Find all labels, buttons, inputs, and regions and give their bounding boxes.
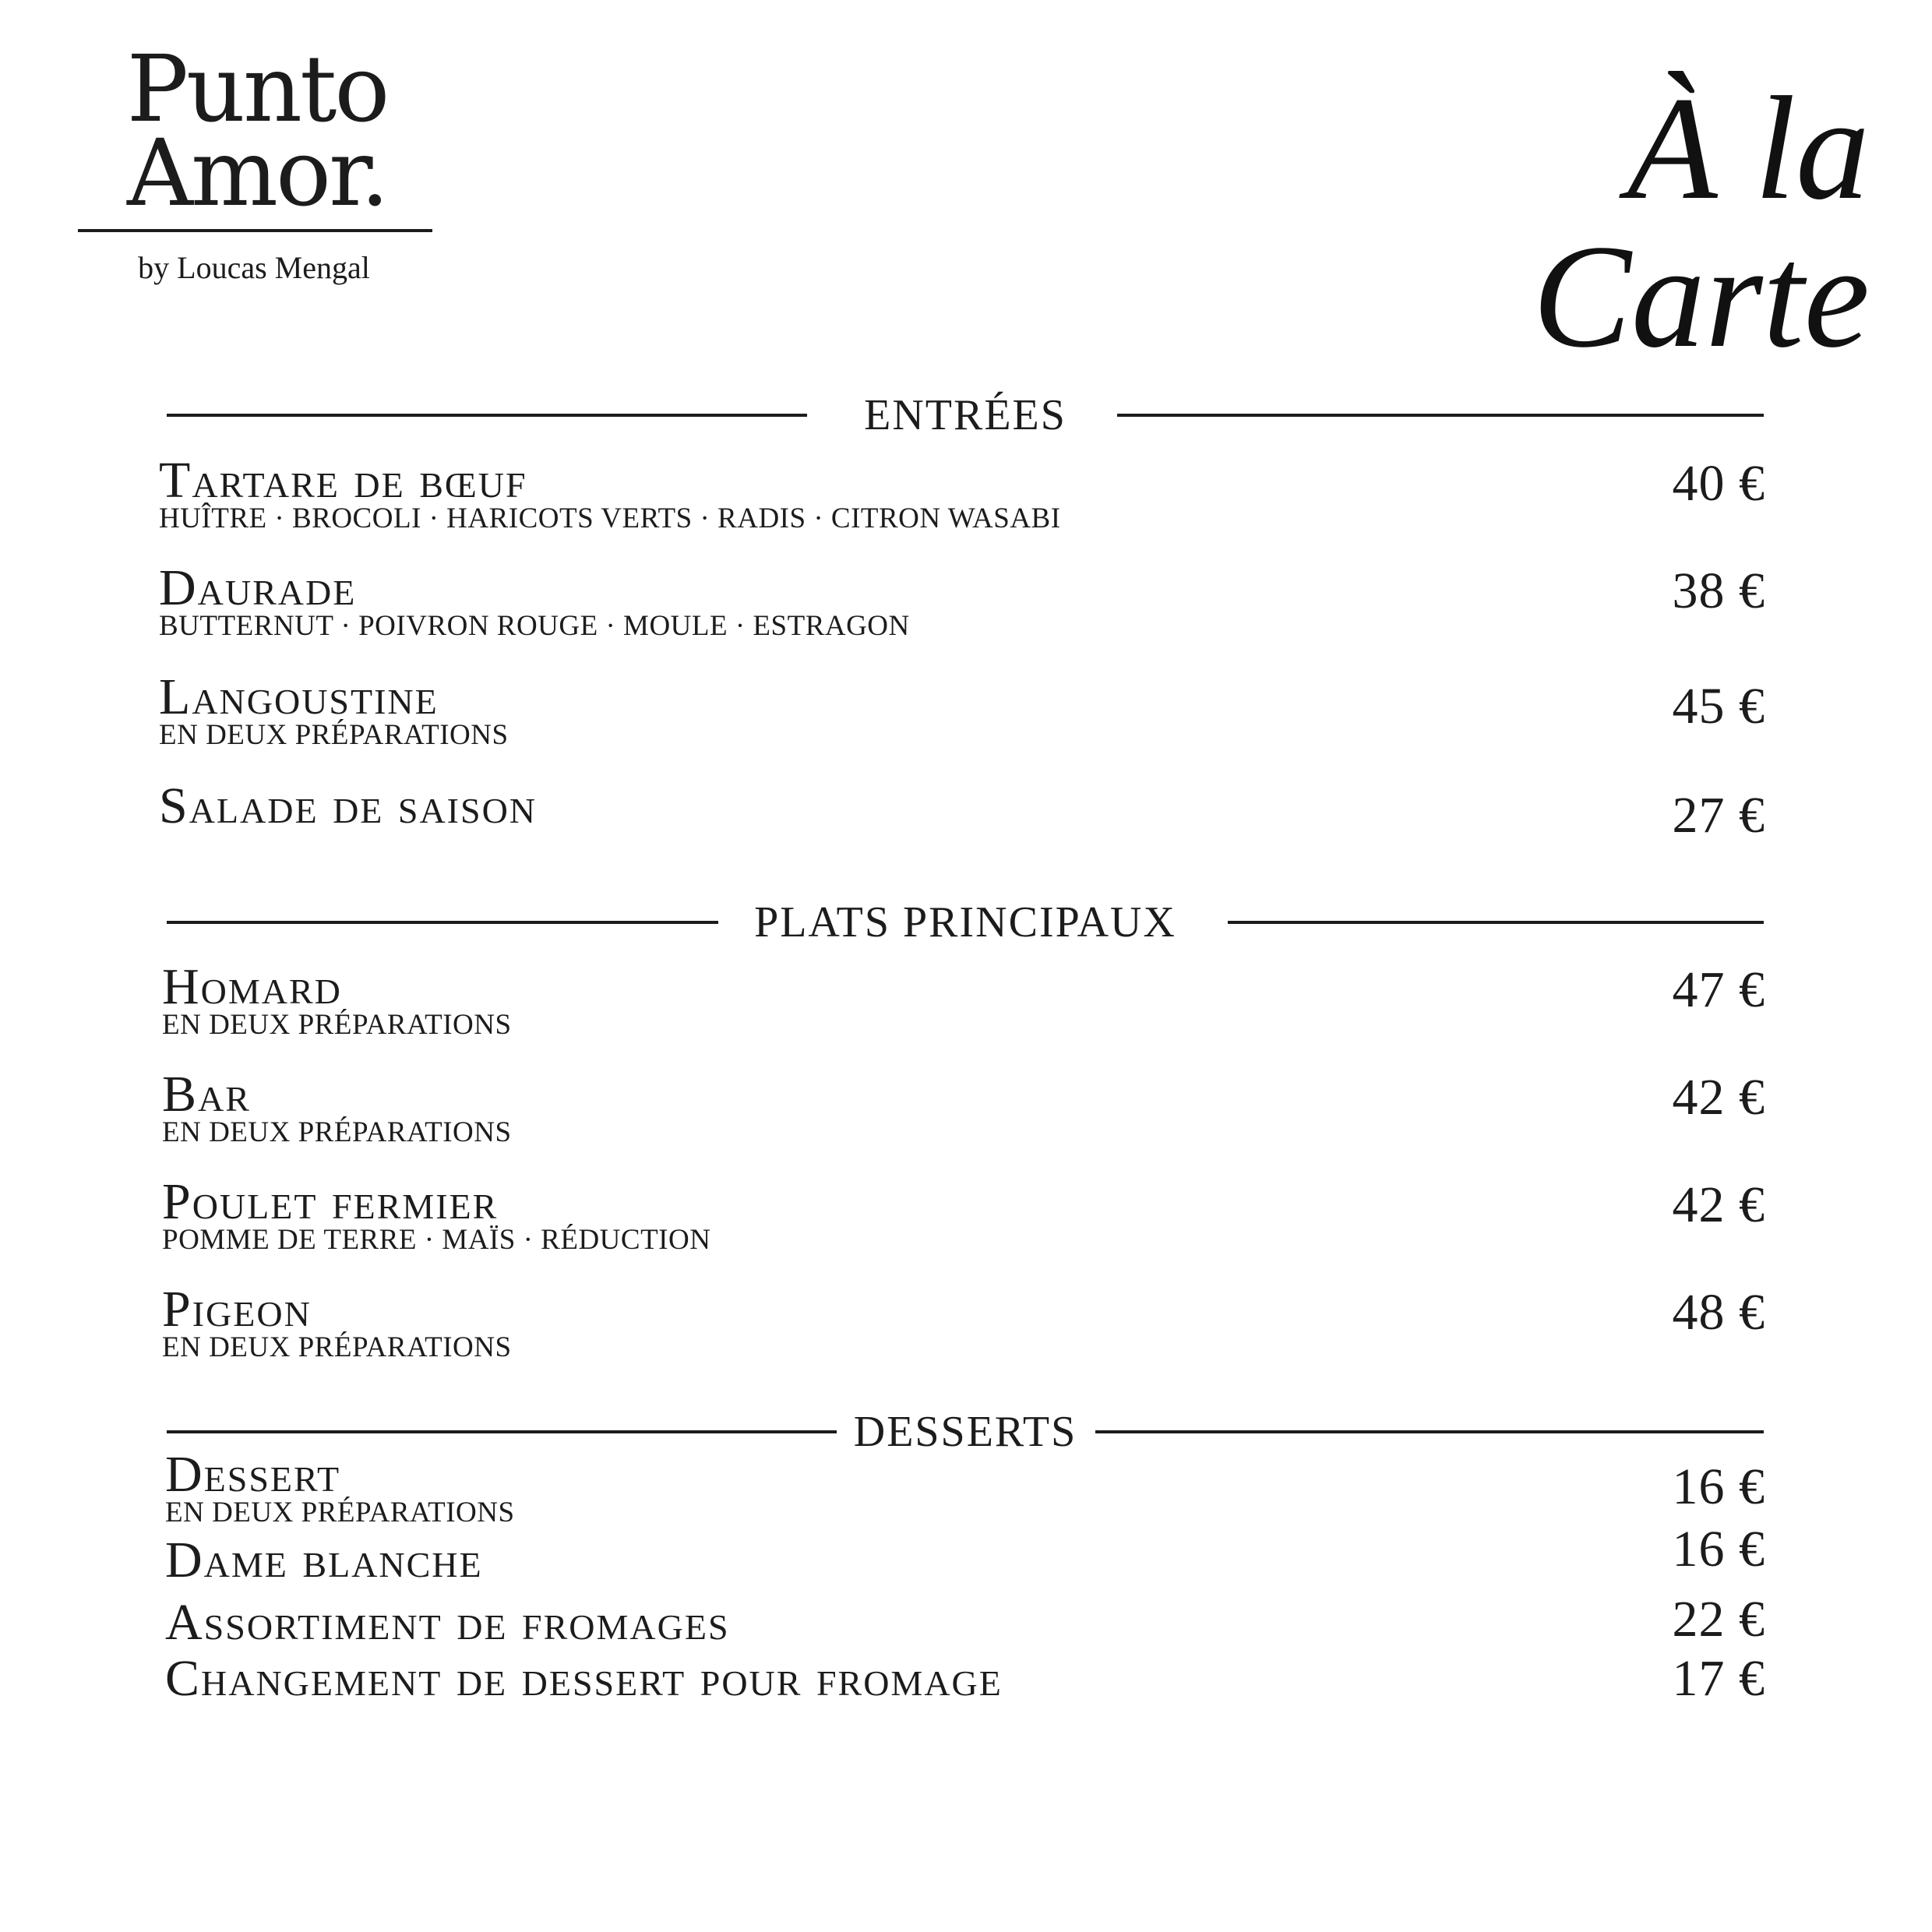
- brand-divider: [78, 229, 432, 232]
- section-rule-right: [1228, 921, 1764, 924]
- menu-item-description: BUTTERNUT · POIVRON ROUGE · MOULE · ESTRAGON: [159, 610, 910, 642]
- menu-item-description: POMME DE TERRE · MAÏS · RÉDUCTION: [162, 1224, 711, 1256]
- brand-logo: [78, 35, 436, 286]
- section-rule-right: [1117, 414, 1764, 417]
- menu-item-price: 47 €: [1672, 961, 1765, 1018]
- menu-item-name: Bar: [162, 1066, 251, 1123]
- menu-item-name: Poulet fermier: [162, 1173, 499, 1230]
- menu-item: [162, 960, 1765, 1041]
- menu-item-description: EN DEUX PRÉPARATIONS: [159, 719, 509, 751]
- section-header-plats-principaux: [167, 899, 1764, 946]
- menu-item: [159, 777, 1765, 844]
- menu-item: [165, 1652, 1765, 1706]
- section-header-entrees: [167, 392, 1764, 439]
- menu-item-price: 17 €: [1672, 1650, 1765, 1707]
- menu-item-price: 42 €: [1672, 1176, 1765, 1233]
- menu-item-description: EN DEUX PRÉPARATIONS: [162, 1116, 512, 1148]
- menu-item-name: Langoustine: [159, 668, 439, 725]
- menu-item-name: Pigeon: [162, 1281, 312, 1338]
- brand-byline: by Loucas Mengal: [138, 250, 370, 285]
- menu-item-price: 27 €: [1672, 787, 1765, 844]
- menu-item-price: 16 €: [1672, 1521, 1765, 1578]
- menu-item: [165, 1591, 1765, 1651]
- menu-title: À la Carte: [1532, 67, 1870, 379]
- menu-item-name: Daurade: [159, 559, 357, 616]
- menu-item-description: EN DEUX PRÉPARATIONS: [162, 1331, 512, 1363]
- menu-item: [159, 453, 1765, 534]
- menu-item: [159, 670, 1765, 751]
- menu-item-name: Salade de saison: [159, 777, 538, 834]
- menu-item-description: HUÎTRE · BROCOLI · HARICOTS VERTS · RADIS · CITRON WASABI: [159, 502, 1061, 534]
- menu-item-name: Assortiment de fromages: [165, 1594, 730, 1651]
- menu-item-price: 40 €: [1672, 455, 1765, 512]
- menu-item: [162, 1282, 1765, 1363]
- menu-item: [165, 1447, 1765, 1528]
- brand-name-line1: Punto: [126, 35, 388, 143]
- menu-item-price: 42 €: [1672, 1069, 1765, 1126]
- menu-item: [162, 1175, 1765, 1256]
- section-rule-right: [1095, 1430, 1764, 1433]
- section-label: PLATS PRINCIPAUX: [754, 898, 1176, 947]
- menu-item-name: Dame blanche: [165, 1532, 483, 1588]
- menu-item: [162, 1067, 1765, 1148]
- menu-item-price: 16 €: [1672, 1458, 1765, 1515]
- menu-item-price: 45 €: [1672, 678, 1765, 735]
- menu-item-price: 22 €: [1672, 1591, 1765, 1648]
- menu-item-name: Changement de dessert pour fromage: [165, 1650, 1003, 1707]
- menu-item-description: EN DEUX PRÉPARATIONS: [165, 1497, 515, 1528]
- menu-item-name: Tartare de bœuf: [159, 452, 527, 509]
- menu-item-price: 48 €: [1672, 1284, 1765, 1341]
- menu-item-name: Homard: [162, 958, 342, 1015]
- section-label: ENTRÉES: [864, 391, 1066, 439]
- menu-item-description: EN DEUX PRÉPARATIONS: [162, 1009, 512, 1041]
- menu-item: [159, 561, 1765, 642]
- brand-name-line2: Amor.: [126, 119, 388, 227]
- menu-item-name: Dessert: [165, 1446, 341, 1503]
- section-label: DESSERTS: [853, 1408, 1077, 1456]
- menu-item: [165, 1521, 1765, 1588]
- menu-item-price: 38 €: [1672, 562, 1765, 619]
